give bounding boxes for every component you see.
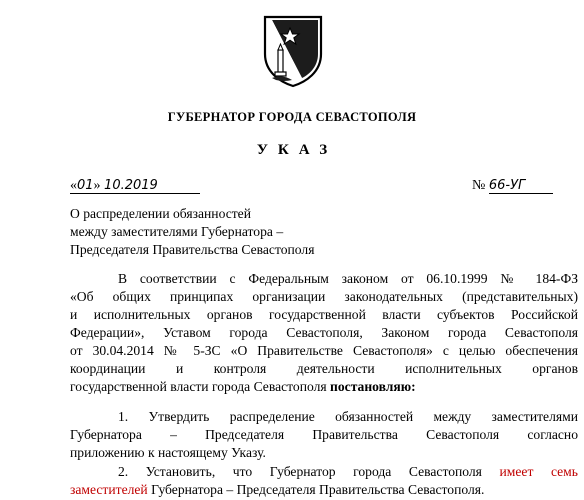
- sevastopol-coat-of-arms-icon: [262, 14, 324, 88]
- date-open-quote: «: [70, 178, 77, 193]
- paragraph-text: 2. Установить, что Губернатор города Севастополя: [118, 464, 500, 479]
- paragraph-text: государственной власти города Севастополя: [70, 379, 331, 394]
- paragraph-line: [70, 481, 578, 499]
- paragraph-line: от 30.04.2014 № 5-ЗС «О Правительстве Севастополя» с целью обеспечения: [70, 343, 578, 358]
- paragraph-line: и исполнительных органов государственной власти субъектов Российской: [70, 307, 578, 322]
- clause-2: [70, 463, 578, 499]
- date-day: 01: [77, 178, 94, 193]
- decree-title: УКАЗ: [256, 142, 338, 158]
- subject-line: между заместителями Губернатора –: [70, 224, 284, 239]
- paragraph-text: Губернатора – Председателя Правительства Севастополя.: [147, 482, 485, 497]
- paragraph-line: [70, 463, 578, 481]
- paragraph-line: Губернатора – Председателя Правительства Севастополя согласно: [70, 427, 578, 442]
- highlighted-text: имеет семь: [499, 464, 578, 479]
- governor-title: ГУБЕРНАТОР ГОРОДА СЕВАСТОПОЛЯ: [167, 110, 417, 124]
- date-month-year: 10.2019: [104, 178, 158, 193]
- paragraph-line: [70, 378, 578, 396]
- paragraph-line: В соответствии с Федеральным законом от 06.10.1999 № 184-ФЗ: [118, 271, 578, 286]
- paragraph-line: координации и контроля деятельности исполнительных органов: [70, 361, 578, 376]
- subject-line: О распределении обязанностей: [70, 206, 251, 221]
- resolution-word: постановляю:: [330, 379, 416, 394]
- paragraph-line: приложению к настоящему Указу.: [70, 445, 266, 460]
- number-value: 66-УГ: [488, 178, 526, 193]
- clause-1: [70, 408, 578, 460]
- paragraph-line: «Об общих принципах организации законодательных (представительных): [70, 289, 578, 304]
- highlighted-text: заместителей: [70, 482, 148, 497]
- subject-line: Председателя Правительства Севастополя: [70, 242, 315, 257]
- decree-number: [472, 178, 553, 194]
- date-close-quote: »: [93, 178, 101, 193]
- paragraph-line: 1. Утвердить распределение обязанностей между заместителями: [118, 409, 578, 424]
- decree-date: [70, 178, 200, 194]
- preamble-paragraph: [70, 270, 578, 396]
- number-sign: №: [472, 178, 486, 193]
- decree-subject: [70, 205, 314, 259]
- paragraph-line: Федерации», Уставом города Севастополя, Законом города Севастополя: [70, 325, 578, 340]
